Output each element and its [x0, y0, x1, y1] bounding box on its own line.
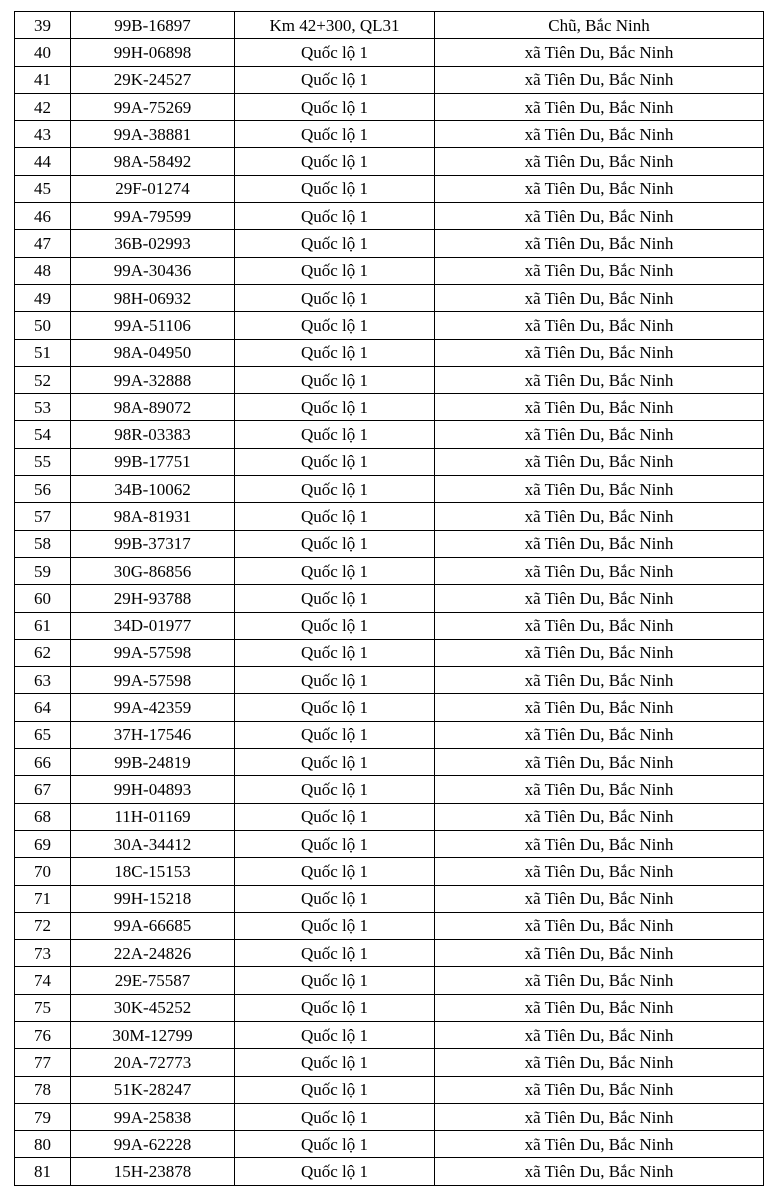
table-row — [15, 312, 764, 339]
license-plate-cell: 30M-12799 — [71, 1021, 235, 1048]
table-row — [15, 612, 764, 639]
area-cell: xã Tiên Du, Bắc Ninh — [435, 421, 764, 448]
location-cell: Quốc lộ 1 — [235, 858, 435, 885]
license-plate-cell: 99A-57598 — [71, 639, 235, 666]
area-cell: xã Tiên Du, Bắc Ninh — [435, 66, 764, 93]
license-plate-cell: 30G-86856 — [71, 557, 235, 584]
area-cell: xã Tiên Du, Bắc Ninh — [435, 39, 764, 66]
table-row — [15, 284, 764, 311]
license-plate-cell: 20A-72773 — [71, 1049, 235, 1076]
table-row — [15, 721, 764, 748]
location-cell: Quốc lộ 1 — [235, 694, 435, 721]
area-cell: xã Tiên Du, Bắc Ninh — [435, 312, 764, 339]
row-number-cell: 76 — [15, 1021, 71, 1048]
location-cell: Quốc lộ 1 — [235, 885, 435, 912]
license-plate-cell: 98A-81931 — [71, 503, 235, 530]
area-cell: xã Tiên Du, Bắc Ninh — [435, 967, 764, 994]
license-plate-cell: 99H-06898 — [71, 39, 235, 66]
area-cell: xã Tiên Du, Bắc Ninh — [435, 994, 764, 1021]
license-plate-cell: 18C-15153 — [71, 858, 235, 885]
license-plate-cell: 99A-25838 — [71, 1103, 235, 1130]
row-number-cell: 39 — [15, 12, 71, 39]
table-row — [15, 503, 764, 530]
violations-table — [14, 11, 764, 1186]
license-plate-cell: 99A-30436 — [71, 257, 235, 284]
license-plate-cell: 99B-24819 — [71, 749, 235, 776]
table-row — [15, 639, 764, 666]
table-row — [15, 830, 764, 857]
table-row — [15, 530, 764, 557]
location-cell: Quốc lộ 1 — [235, 230, 435, 257]
location-cell: Quốc lộ 1 — [235, 148, 435, 175]
license-plate-cell: 30A-34412 — [71, 830, 235, 857]
row-number-cell: 60 — [15, 585, 71, 612]
location-cell: Quốc lộ 1 — [235, 830, 435, 857]
location-cell: Quốc lộ 1 — [235, 940, 435, 967]
license-plate-cell: 37H-17546 — [71, 721, 235, 748]
row-number-cell: 61 — [15, 612, 71, 639]
row-number-cell: 75 — [15, 994, 71, 1021]
row-number-cell: 46 — [15, 203, 71, 230]
location-cell: Quốc lộ 1 — [235, 557, 435, 584]
row-number-cell: 70 — [15, 858, 71, 885]
area-cell: xã Tiên Du, Bắc Ninh — [435, 1049, 764, 1076]
location-cell: Quốc lộ 1 — [235, 1076, 435, 1103]
row-number-cell: 72 — [15, 912, 71, 939]
license-plate-cell: 98A-89072 — [71, 394, 235, 421]
location-cell: Quốc lộ 1 — [235, 339, 435, 366]
row-number-cell: 44 — [15, 148, 71, 175]
table-row — [15, 476, 764, 503]
location-cell: Quốc lộ 1 — [235, 257, 435, 284]
license-plate-cell: 99A-32888 — [71, 366, 235, 393]
license-plate-cell: 99H-04893 — [71, 776, 235, 803]
table-row — [15, 940, 764, 967]
table-row — [15, 339, 764, 366]
license-plate-cell: 99B-37317 — [71, 530, 235, 557]
location-cell: Quốc lộ 1 — [235, 1131, 435, 1158]
row-number-cell: 78 — [15, 1076, 71, 1103]
table-row — [15, 12, 764, 39]
location-cell: Quốc lộ 1 — [235, 967, 435, 994]
area-cell: xã Tiên Du, Bắc Ninh — [435, 639, 764, 666]
area-cell: xã Tiên Du, Bắc Ninh — [435, 366, 764, 393]
row-number-cell: 43 — [15, 121, 71, 148]
location-cell: Quốc lộ 1 — [235, 912, 435, 939]
table-row — [15, 421, 764, 448]
row-number-cell: 77 — [15, 1049, 71, 1076]
area-cell: xã Tiên Du, Bắc Ninh — [435, 858, 764, 885]
row-number-cell: 73 — [15, 940, 71, 967]
license-plate-cell: 34B-10062 — [71, 476, 235, 503]
row-number-cell: 79 — [15, 1103, 71, 1130]
license-plate-cell: 99A-66685 — [71, 912, 235, 939]
location-cell: Quốc lộ 1 — [235, 421, 435, 448]
area-cell: xã Tiên Du, Bắc Ninh — [435, 93, 764, 120]
area-cell: xã Tiên Du, Bắc Ninh — [435, 257, 764, 284]
area-cell: xã Tiên Du, Bắc Ninh — [435, 940, 764, 967]
row-number-cell: 47 — [15, 230, 71, 257]
area-cell: xã Tiên Du, Bắc Ninh — [435, 284, 764, 311]
row-number-cell: 64 — [15, 694, 71, 721]
row-number-cell: 58 — [15, 530, 71, 557]
table-row — [15, 858, 764, 885]
license-plate-cell: 99A-51106 — [71, 312, 235, 339]
license-plate-cell: 99A-38881 — [71, 121, 235, 148]
location-cell: Quốc lộ 1 — [235, 366, 435, 393]
table-row — [15, 667, 764, 694]
row-number-cell: 50 — [15, 312, 71, 339]
row-number-cell: 53 — [15, 394, 71, 421]
area-cell: xã Tiên Du, Bắc Ninh — [435, 148, 764, 175]
table-row — [15, 776, 764, 803]
location-cell: Quốc lộ 1 — [235, 394, 435, 421]
row-number-cell: 56 — [15, 476, 71, 503]
table-row — [15, 175, 764, 202]
table-row — [15, 557, 764, 584]
table-row — [15, 39, 764, 66]
location-cell: Quốc lộ 1 — [235, 284, 435, 311]
location-cell: Quốc lộ 1 — [235, 175, 435, 202]
location-cell: Quốc lộ 1 — [235, 1158, 435, 1185]
location-cell: Quốc lộ 1 — [235, 448, 435, 475]
table-row — [15, 148, 764, 175]
table-row — [15, 1076, 764, 1103]
row-number-cell: 40 — [15, 39, 71, 66]
area-cell: xã Tiên Du, Bắc Ninh — [435, 721, 764, 748]
table-row — [15, 1158, 764, 1185]
license-plate-cell: 29F-01274 — [71, 175, 235, 202]
row-number-cell: 74 — [15, 967, 71, 994]
location-cell: Quốc lộ 1 — [235, 803, 435, 830]
area-cell: xã Tiên Du, Bắc Ninh — [435, 830, 764, 857]
location-cell: Quốc lộ 1 — [235, 612, 435, 639]
area-cell: xã Tiên Du, Bắc Ninh — [435, 448, 764, 475]
table-row — [15, 93, 764, 120]
row-number-cell: 71 — [15, 885, 71, 912]
row-number-cell: 51 — [15, 339, 71, 366]
table-body — [15, 12, 764, 1186]
table-row — [15, 1049, 764, 1076]
location-cell: Quốc lộ 1 — [235, 312, 435, 339]
row-number-cell: 66 — [15, 749, 71, 776]
license-plate-cell: 98R-03383 — [71, 421, 235, 448]
table-row — [15, 394, 764, 421]
area-cell: xã Tiên Du, Bắc Ninh — [435, 612, 764, 639]
license-plate-cell: 99B-17751 — [71, 448, 235, 475]
row-number-cell: 55 — [15, 448, 71, 475]
row-number-cell: 54 — [15, 421, 71, 448]
license-plate-cell: 30K-45252 — [71, 994, 235, 1021]
table-row — [15, 257, 764, 284]
license-plate-cell: 99B-16897 — [71, 12, 235, 39]
area-cell: xã Tiên Du, Bắc Ninh — [435, 339, 764, 366]
location-cell: Quốc lộ 1 — [235, 39, 435, 66]
table-row — [15, 121, 764, 148]
area-cell: xã Tiên Du, Bắc Ninh — [435, 203, 764, 230]
license-plate-cell: 99H-15218 — [71, 885, 235, 912]
row-number-cell: 67 — [15, 776, 71, 803]
row-number-cell: 65 — [15, 721, 71, 748]
location-cell: Quốc lộ 1 — [235, 503, 435, 530]
row-number-cell: 69 — [15, 830, 71, 857]
area-cell: xã Tiên Du, Bắc Ninh — [435, 776, 764, 803]
location-cell: Quốc lộ 1 — [235, 776, 435, 803]
location-cell: Quốc lộ 1 — [235, 667, 435, 694]
table-row — [15, 230, 764, 257]
table-row — [15, 448, 764, 475]
license-plate-cell: 36B-02993 — [71, 230, 235, 257]
area-cell: xã Tiên Du, Bắc Ninh — [435, 694, 764, 721]
table-row — [15, 1103, 764, 1130]
location-cell: Quốc lộ 1 — [235, 1049, 435, 1076]
location-cell: Quốc lộ 1 — [235, 639, 435, 666]
license-plate-cell: 29H-93788 — [71, 585, 235, 612]
location-cell: Quốc lộ 1 — [235, 66, 435, 93]
license-plate-cell: 51K-28247 — [71, 1076, 235, 1103]
license-plate-cell: 99A-62228 — [71, 1131, 235, 1158]
location-cell: Quốc lộ 1 — [235, 721, 435, 748]
table-row — [15, 912, 764, 939]
license-plate-cell: 98H-06932 — [71, 284, 235, 311]
license-plate-cell: 22A-24826 — [71, 940, 235, 967]
row-number-cell: 48 — [15, 257, 71, 284]
area-cell: xã Tiên Du, Bắc Ninh — [435, 121, 764, 148]
table-row — [15, 749, 764, 776]
area-cell: xã Tiên Du, Bắc Ninh — [435, 476, 764, 503]
row-number-cell: 63 — [15, 667, 71, 694]
location-cell: Quốc lộ 1 — [235, 530, 435, 557]
row-number-cell: 45 — [15, 175, 71, 202]
row-number-cell: 41 — [15, 66, 71, 93]
location-cell: Quốc lộ 1 — [235, 749, 435, 776]
area-cell: xã Tiên Du, Bắc Ninh — [435, 557, 764, 584]
area-cell: xã Tiên Du, Bắc Ninh — [435, 885, 764, 912]
row-number-cell: 80 — [15, 1131, 71, 1158]
location-cell: Quốc lộ 1 — [235, 93, 435, 120]
area-cell: xã Tiên Du, Bắc Ninh — [435, 1158, 764, 1185]
location-cell: Km 42+300, QL31 — [235, 12, 435, 39]
location-cell: Quốc lộ 1 — [235, 121, 435, 148]
row-number-cell: 52 — [15, 366, 71, 393]
table-row — [15, 885, 764, 912]
area-cell: xã Tiên Du, Bắc Ninh — [435, 394, 764, 421]
table-row — [15, 994, 764, 1021]
row-number-cell: 59 — [15, 557, 71, 584]
location-cell: Quốc lộ 1 — [235, 994, 435, 1021]
license-plate-cell: 99A-42359 — [71, 694, 235, 721]
table-row — [15, 366, 764, 393]
location-cell: Quốc lộ 1 — [235, 203, 435, 230]
area-cell: xã Tiên Du, Bắc Ninh — [435, 1021, 764, 1048]
area-cell: xã Tiên Du, Bắc Ninh — [435, 503, 764, 530]
row-number-cell: 42 — [15, 93, 71, 120]
area-cell: xã Tiên Du, Bắc Ninh — [435, 175, 764, 202]
license-plate-cell: 34D-01977 — [71, 612, 235, 639]
row-number-cell: 62 — [15, 639, 71, 666]
area-cell: xã Tiên Du, Bắc Ninh — [435, 1103, 764, 1130]
license-plate-cell: 99A-57598 — [71, 667, 235, 694]
table-row — [15, 203, 764, 230]
location-cell: Quốc lộ 1 — [235, 585, 435, 612]
row-number-cell: 68 — [15, 803, 71, 830]
license-plate-cell: 98A-58492 — [71, 148, 235, 175]
area-cell: xã Tiên Du, Bắc Ninh — [435, 1131, 764, 1158]
area-cell: xã Tiên Du, Bắc Ninh — [435, 667, 764, 694]
area-cell: Chũ, Bắc Ninh — [435, 12, 764, 39]
area-cell: xã Tiên Du, Bắc Ninh — [435, 803, 764, 830]
table-row — [15, 66, 764, 93]
license-plate-cell: 99A-75269 — [71, 93, 235, 120]
license-plate-cell: 15H-23878 — [71, 1158, 235, 1185]
area-cell: xã Tiên Du, Bắc Ninh — [435, 749, 764, 776]
area-cell: xã Tiên Du, Bắc Ninh — [435, 530, 764, 557]
area-cell: xã Tiên Du, Bắc Ninh — [435, 585, 764, 612]
license-plate-cell: 11H-01169 — [71, 803, 235, 830]
row-number-cell: 57 — [15, 503, 71, 530]
license-plate-cell: 29E-75587 — [71, 967, 235, 994]
row-number-cell: 49 — [15, 284, 71, 311]
row-number-cell: 81 — [15, 1158, 71, 1185]
area-cell: xã Tiên Du, Bắc Ninh — [435, 912, 764, 939]
license-plate-cell: 98A-04950 — [71, 339, 235, 366]
area-cell: xã Tiên Du, Bắc Ninh — [435, 230, 764, 257]
table-row — [15, 1131, 764, 1158]
table-row — [15, 1021, 764, 1048]
license-plate-cell: 29K-24527 — [71, 66, 235, 93]
license-plate-cell: 99A-79599 — [71, 203, 235, 230]
area-cell: xã Tiên Du, Bắc Ninh — [435, 1076, 764, 1103]
location-cell: Quốc lộ 1 — [235, 1021, 435, 1048]
table-row — [15, 585, 764, 612]
location-cell: Quốc lộ 1 — [235, 476, 435, 503]
location-cell: Quốc lộ 1 — [235, 1103, 435, 1130]
table-row — [15, 694, 764, 721]
table-row — [15, 803, 764, 830]
table-row — [15, 967, 764, 994]
